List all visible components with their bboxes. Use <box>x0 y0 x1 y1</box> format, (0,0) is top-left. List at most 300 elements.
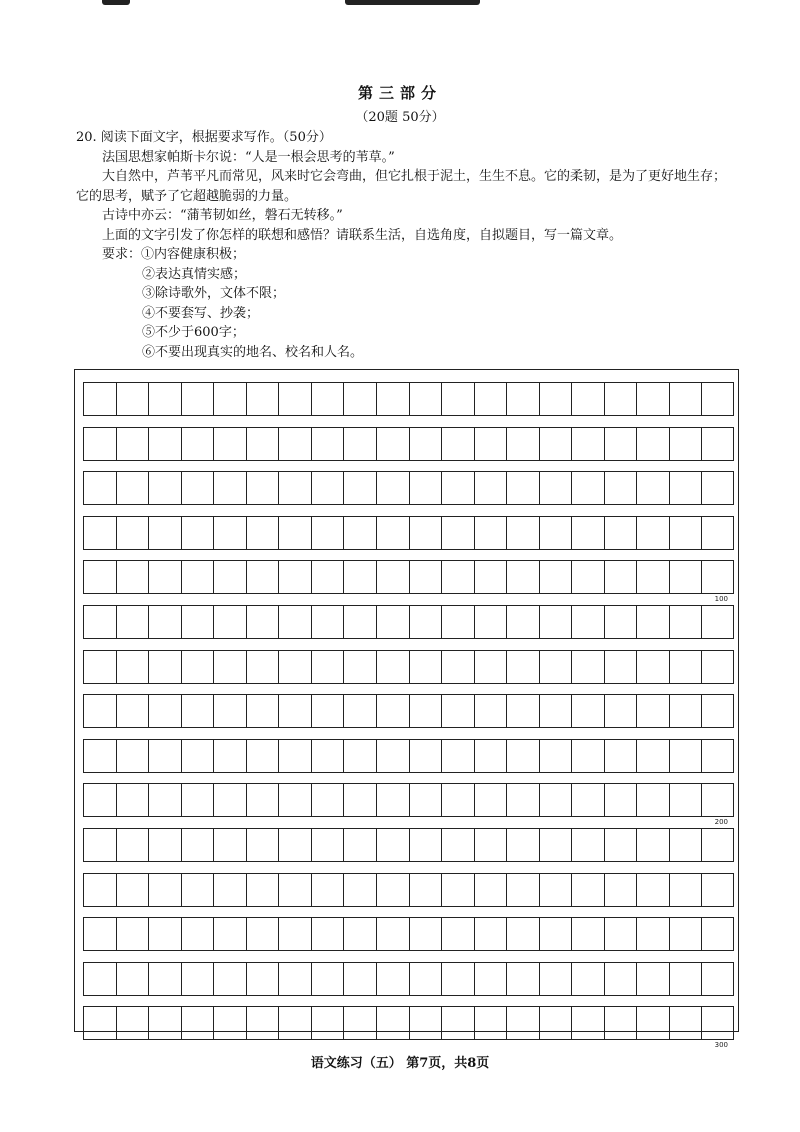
grid-cell[interactable] <box>571 740 604 772</box>
grid-cell[interactable] <box>376 651 409 683</box>
grid-cell[interactable] <box>213 651 246 683</box>
grid-cell[interactable] <box>311 829 344 861</box>
grid-cell[interactable] <box>116 918 149 950</box>
grid-cell[interactable] <box>474 606 507 638</box>
grid-cell[interactable] <box>116 517 149 549</box>
grid-cell[interactable] <box>474 918 507 950</box>
grid-cell[interactable] <box>669 428 702 460</box>
grid-cell[interactable] <box>83 740 116 772</box>
grid-cell[interactable] <box>474 651 507 683</box>
grid-cell[interactable] <box>83 606 116 638</box>
grid-cell[interactable] <box>181 963 214 995</box>
grid-cell[interactable] <box>116 472 149 504</box>
grid-cell[interactable] <box>539 963 572 995</box>
grid-cell[interactable] <box>376 829 409 861</box>
grid-cell[interactable] <box>311 918 344 950</box>
grid-cell[interactable] <box>181 383 214 415</box>
grid-cell[interactable] <box>571 606 604 638</box>
grid-cell[interactable] <box>701 472 734 504</box>
grid-cell[interactable] <box>376 561 409 593</box>
grid-cell[interactable] <box>441 784 474 816</box>
grid-cell[interactable] <box>506 561 539 593</box>
grid-cell[interactable] <box>213 561 246 593</box>
grid-cell[interactable] <box>278 651 311 683</box>
grid-cell[interactable] <box>343 383 376 415</box>
grid-cell[interactable] <box>148 740 181 772</box>
grid-cell[interactable] <box>278 740 311 772</box>
grid-cell[interactable] <box>246 428 279 460</box>
grid-cell[interactable] <box>441 829 474 861</box>
grid-cell[interactable] <box>343 874 376 906</box>
grid-cell[interactable] <box>441 874 474 906</box>
grid-cell[interactable] <box>571 874 604 906</box>
grid-cell[interactable] <box>571 784 604 816</box>
grid-cell[interactable] <box>148 874 181 906</box>
grid-cell[interactable] <box>148 428 181 460</box>
grid-cell[interactable] <box>571 561 604 593</box>
grid-cell[interactable] <box>181 428 214 460</box>
grid-cell[interactable] <box>701 1007 734 1039</box>
grid-cell[interactable] <box>409 918 442 950</box>
grid-cell[interactable] <box>441 651 474 683</box>
grid-cell[interactable] <box>311 472 344 504</box>
grid-cell[interactable] <box>343 561 376 593</box>
grid-cell[interactable] <box>604 606 637 638</box>
grid-cell[interactable] <box>213 784 246 816</box>
grid-cell[interactable] <box>636 918 669 950</box>
grid-cell[interactable] <box>474 561 507 593</box>
grid-cell[interactable] <box>278 784 311 816</box>
grid-cell[interactable] <box>506 918 539 950</box>
grid-cell[interactable] <box>278 1007 311 1039</box>
grid-cell[interactable] <box>116 606 149 638</box>
grid-cell[interactable] <box>213 517 246 549</box>
grid-cell[interactable] <box>213 740 246 772</box>
grid-cell[interactable] <box>246 517 279 549</box>
grid-cell[interactable] <box>116 874 149 906</box>
grid-cell[interactable] <box>343 606 376 638</box>
grid-cell[interactable] <box>701 651 734 683</box>
grid-cell[interactable] <box>506 1007 539 1039</box>
grid-cell[interactable] <box>181 1007 214 1039</box>
grid-cell[interactable] <box>604 963 637 995</box>
grid-cell[interactable] <box>181 606 214 638</box>
grid-cell[interactable] <box>116 1007 149 1039</box>
grid-cell[interactable] <box>376 963 409 995</box>
grid-cell[interactable] <box>181 918 214 950</box>
grid-cell[interactable] <box>148 383 181 415</box>
grid-cell[interactable] <box>181 695 214 727</box>
grid-cell[interactable] <box>311 740 344 772</box>
grid-cell[interactable] <box>701 517 734 549</box>
grid-cell[interactable] <box>246 561 279 593</box>
grid-cell[interactable] <box>181 561 214 593</box>
grid-cell[interactable] <box>116 651 149 683</box>
grid-cell[interactable] <box>539 561 572 593</box>
grid-cell[interactable] <box>604 472 637 504</box>
grid-cell[interactable] <box>409 651 442 683</box>
grid-cell[interactable] <box>539 428 572 460</box>
grid-cell[interactable] <box>311 1007 344 1039</box>
grid-cell[interactable] <box>636 874 669 906</box>
answer-grid[interactable] <box>74 369 739 1050</box>
grid-cell[interactable] <box>278 695 311 727</box>
grid-cell[interactable] <box>213 874 246 906</box>
grid-cell[interactable] <box>474 740 507 772</box>
grid-cell[interactable] <box>83 874 116 906</box>
grid-cell[interactable] <box>181 874 214 906</box>
grid-cell[interactable] <box>701 963 734 995</box>
grid-cell[interactable] <box>181 517 214 549</box>
grid-cell[interactable] <box>83 472 116 504</box>
grid-cell[interactable] <box>148 1007 181 1039</box>
grid-cell[interactable] <box>604 428 637 460</box>
grid-cell[interactable] <box>148 561 181 593</box>
grid-cell[interactable] <box>441 428 474 460</box>
grid-cell[interactable] <box>506 740 539 772</box>
grid-cell[interactable] <box>506 651 539 683</box>
grid-cell[interactable] <box>409 784 442 816</box>
grid-cell[interactable] <box>409 740 442 772</box>
grid-cell[interactable] <box>116 561 149 593</box>
grid-cell[interactable] <box>701 695 734 727</box>
grid-cell[interactable] <box>83 695 116 727</box>
grid-cell[interactable] <box>604 784 637 816</box>
grid-cell[interactable] <box>604 918 637 950</box>
grid-cell[interactable] <box>311 695 344 727</box>
grid-cell[interactable] <box>636 963 669 995</box>
grid-cell[interactable] <box>506 963 539 995</box>
grid-cell[interactable] <box>604 1007 637 1039</box>
grid-cell[interactable] <box>343 517 376 549</box>
grid-cell[interactable] <box>343 829 376 861</box>
grid-cell[interactable] <box>506 472 539 504</box>
grid-cell[interactable] <box>636 517 669 549</box>
grid-cell[interactable] <box>571 651 604 683</box>
grid-cell[interactable] <box>83 784 116 816</box>
grid-cell[interactable] <box>311 963 344 995</box>
grid-cell[interactable] <box>343 651 376 683</box>
grid-cell[interactable] <box>701 606 734 638</box>
grid-cell[interactable] <box>148 651 181 683</box>
grid-cell[interactable] <box>409 517 442 549</box>
grid-cell[interactable] <box>571 517 604 549</box>
grid-cell[interactable] <box>539 918 572 950</box>
grid-cell[interactable] <box>83 561 116 593</box>
grid-cell[interactable] <box>636 472 669 504</box>
grid-cell[interactable] <box>83 651 116 683</box>
grid-cell[interactable] <box>539 874 572 906</box>
grid-cell[interactable] <box>506 428 539 460</box>
grid-cell[interactable] <box>636 740 669 772</box>
grid-cell[interactable] <box>213 606 246 638</box>
grid-cell[interactable] <box>246 784 279 816</box>
grid-cell[interactable] <box>83 918 116 950</box>
grid-cell[interactable] <box>701 918 734 950</box>
grid-cell[interactable] <box>409 1007 442 1039</box>
grid-cell[interactable] <box>474 1007 507 1039</box>
grid-cell[interactable] <box>539 383 572 415</box>
grid-cell[interactable] <box>343 428 376 460</box>
grid-cell[interactable] <box>311 428 344 460</box>
grid-cell[interactable] <box>506 517 539 549</box>
grid-cell[interactable] <box>539 651 572 683</box>
grid-cell[interactable] <box>441 740 474 772</box>
grid-cell[interactable] <box>116 963 149 995</box>
grid-cell[interactable] <box>246 963 279 995</box>
grid-cell[interactable] <box>669 472 702 504</box>
grid-cell[interactable] <box>441 695 474 727</box>
grid-cell[interactable] <box>409 561 442 593</box>
grid-cell[interactable] <box>636 428 669 460</box>
grid-cell[interactable] <box>539 829 572 861</box>
grid-cell[interactable] <box>343 472 376 504</box>
grid-cell[interactable] <box>246 829 279 861</box>
grid-cell[interactable] <box>213 472 246 504</box>
grid-cell[interactable] <box>278 472 311 504</box>
grid-cell[interactable] <box>311 784 344 816</box>
grid-cell[interactable] <box>213 963 246 995</box>
grid-cell[interactable] <box>83 383 116 415</box>
grid-cell[interactable] <box>148 472 181 504</box>
grid-cell[interactable] <box>636 829 669 861</box>
grid-cell[interactable] <box>343 1007 376 1039</box>
grid-cell[interactable] <box>409 695 442 727</box>
grid-cell[interactable] <box>669 963 702 995</box>
grid-cell[interactable] <box>474 874 507 906</box>
grid-cell[interactable] <box>278 918 311 950</box>
grid-cell[interactable] <box>636 383 669 415</box>
grid-cell[interactable] <box>571 829 604 861</box>
grid-cell[interactable] <box>701 829 734 861</box>
grid-cell[interactable] <box>604 651 637 683</box>
grid-cell[interactable] <box>669 918 702 950</box>
grid-cell[interactable] <box>181 651 214 683</box>
grid-cell[interactable] <box>571 1007 604 1039</box>
grid-cell[interactable] <box>636 651 669 683</box>
grid-cell[interactable] <box>246 472 279 504</box>
grid-cell[interactable] <box>636 784 669 816</box>
grid-cell[interactable] <box>376 606 409 638</box>
grid-cell[interactable] <box>213 695 246 727</box>
grid-cell[interactable] <box>376 784 409 816</box>
grid-cell[interactable] <box>83 517 116 549</box>
grid-cell[interactable] <box>604 695 637 727</box>
grid-cell[interactable] <box>376 383 409 415</box>
grid-cell[interactable] <box>278 963 311 995</box>
grid-cell[interactable] <box>506 606 539 638</box>
grid-cell[interactable] <box>441 561 474 593</box>
grid-cell[interactable] <box>311 874 344 906</box>
grid-cell[interactable] <box>376 428 409 460</box>
grid-cell[interactable] <box>343 695 376 727</box>
grid-cell[interactable] <box>181 472 214 504</box>
grid-cell[interactable] <box>604 874 637 906</box>
grid-cell[interactable] <box>669 517 702 549</box>
grid-cell[interactable] <box>83 829 116 861</box>
grid-cell[interactable] <box>213 918 246 950</box>
grid-cell[interactable] <box>669 1007 702 1039</box>
grid-cell[interactable] <box>246 740 279 772</box>
grid-cell[interactable] <box>474 963 507 995</box>
grid-cell[interactable] <box>539 517 572 549</box>
grid-cell[interactable] <box>539 695 572 727</box>
grid-cell[interactable] <box>636 606 669 638</box>
grid-cell[interactable] <box>246 874 279 906</box>
grid-cell[interactable] <box>701 740 734 772</box>
grid-cell[interactable] <box>246 918 279 950</box>
grid-cell[interactable] <box>474 829 507 861</box>
grid-cell[interactable] <box>83 1007 116 1039</box>
grid-cell[interactable] <box>539 472 572 504</box>
grid-cell[interactable] <box>148 606 181 638</box>
grid-cell[interactable] <box>246 383 279 415</box>
grid-cell[interactable] <box>604 383 637 415</box>
grid-cell[interactable] <box>474 383 507 415</box>
grid-cell[interactable] <box>278 874 311 906</box>
grid-cell[interactable] <box>181 784 214 816</box>
grid-cell[interactable] <box>376 517 409 549</box>
grid-cell[interactable] <box>441 517 474 549</box>
grid-cell[interactable] <box>539 740 572 772</box>
grid-cell[interactable] <box>148 829 181 861</box>
grid-cell[interactable] <box>376 1007 409 1039</box>
grid-cell[interactable] <box>669 874 702 906</box>
grid-cell[interactable] <box>474 472 507 504</box>
grid-cell[interactable] <box>441 918 474 950</box>
grid-cell[interactable] <box>441 472 474 504</box>
grid-cell[interactable] <box>213 829 246 861</box>
grid-cell[interactable] <box>701 383 734 415</box>
grid-cell[interactable] <box>311 606 344 638</box>
grid-cell[interactable] <box>278 829 311 861</box>
grid-cell[interactable] <box>441 963 474 995</box>
grid-cell[interactable] <box>311 651 344 683</box>
grid-cell[interactable] <box>181 829 214 861</box>
grid-cell[interactable] <box>278 517 311 549</box>
grid-cell[interactable] <box>278 383 311 415</box>
grid-cell[interactable] <box>83 428 116 460</box>
grid-cell[interactable] <box>213 1007 246 1039</box>
grid-cell[interactable] <box>571 963 604 995</box>
grid-cell[interactable] <box>213 428 246 460</box>
grid-cell[interactable] <box>441 1007 474 1039</box>
grid-cell[interactable] <box>311 561 344 593</box>
grid-cell[interactable] <box>409 963 442 995</box>
grid-cell[interactable] <box>409 383 442 415</box>
grid-cell[interactable] <box>539 784 572 816</box>
grid-cell[interactable] <box>669 561 702 593</box>
grid-cell[interactable] <box>213 383 246 415</box>
grid-cell[interactable] <box>116 695 149 727</box>
grid-cell[interactable] <box>474 695 507 727</box>
grid-cell[interactable] <box>636 695 669 727</box>
grid-cell[interactable] <box>636 1007 669 1039</box>
grid-cell[interactable] <box>278 428 311 460</box>
grid-cell[interactable] <box>278 561 311 593</box>
grid-cell[interactable] <box>148 784 181 816</box>
grid-cell[interactable] <box>669 606 702 638</box>
grid-cell[interactable] <box>474 428 507 460</box>
grid-cell[interactable] <box>376 472 409 504</box>
grid-cell[interactable] <box>506 695 539 727</box>
grid-cell[interactable] <box>278 606 311 638</box>
grid-cell[interactable] <box>506 829 539 861</box>
grid-cell[interactable] <box>539 606 572 638</box>
grid-cell[interactable] <box>409 428 442 460</box>
grid-cell[interactable] <box>116 784 149 816</box>
grid-cell[interactable] <box>116 383 149 415</box>
grid-cell[interactable] <box>701 874 734 906</box>
grid-cell[interactable] <box>571 472 604 504</box>
grid-cell[interactable] <box>441 606 474 638</box>
grid-cell[interactable] <box>148 517 181 549</box>
grid-cell[interactable] <box>571 428 604 460</box>
grid-cell[interactable] <box>604 740 637 772</box>
grid-cell[interactable] <box>148 918 181 950</box>
grid-cell[interactable] <box>474 784 507 816</box>
grid-cell[interactable] <box>701 784 734 816</box>
grid-cell[interactable] <box>669 829 702 861</box>
grid-cell[interactable] <box>669 740 702 772</box>
grid-cell[interactable] <box>539 1007 572 1039</box>
grid-cell[interactable] <box>181 740 214 772</box>
grid-cell[interactable] <box>604 561 637 593</box>
grid-cell[interactable] <box>246 695 279 727</box>
grid-cell[interactable] <box>148 695 181 727</box>
grid-cell[interactable] <box>246 1007 279 1039</box>
grid-cell[interactable] <box>669 784 702 816</box>
grid-cell[interactable] <box>571 383 604 415</box>
grid-cell[interactable] <box>376 918 409 950</box>
grid-cell[interactable] <box>409 472 442 504</box>
grid-cell[interactable] <box>246 651 279 683</box>
grid-cell[interactable] <box>246 606 279 638</box>
grid-cell[interactable] <box>409 829 442 861</box>
grid-cell[interactable] <box>701 561 734 593</box>
grid-cell[interactable] <box>343 963 376 995</box>
grid-cell[interactable] <box>571 695 604 727</box>
grid-cell[interactable] <box>311 517 344 549</box>
grid-cell[interactable] <box>669 651 702 683</box>
grid-cell[interactable] <box>669 695 702 727</box>
grid-cell[interactable] <box>343 784 376 816</box>
grid-cell[interactable] <box>441 383 474 415</box>
grid-cell[interactable] <box>376 874 409 906</box>
grid-cell[interactable] <box>409 874 442 906</box>
grid-cell[interactable] <box>116 829 149 861</box>
grid-cell[interactable] <box>474 517 507 549</box>
grid-cell[interactable] <box>116 428 149 460</box>
grid-cell[interactable] <box>636 561 669 593</box>
grid-cell[interactable] <box>116 740 149 772</box>
grid-cell[interactable] <box>376 695 409 727</box>
grid-cell[interactable] <box>343 740 376 772</box>
grid-cell[interactable] <box>604 829 637 861</box>
grid-cell[interactable] <box>506 784 539 816</box>
grid-cell[interactable] <box>148 963 181 995</box>
grid-cell[interactable] <box>669 383 702 415</box>
grid-cell[interactable] <box>506 874 539 906</box>
grid-cell[interactable] <box>343 918 376 950</box>
grid-cell[interactable] <box>83 963 116 995</box>
grid-cell[interactable] <box>376 740 409 772</box>
grid-cell[interactable] <box>571 918 604 950</box>
grid-cell[interactable] <box>604 517 637 549</box>
grid-cell[interactable] <box>311 383 344 415</box>
grid-cell[interactable] <box>506 383 539 415</box>
grid-cell[interactable] <box>409 606 442 638</box>
